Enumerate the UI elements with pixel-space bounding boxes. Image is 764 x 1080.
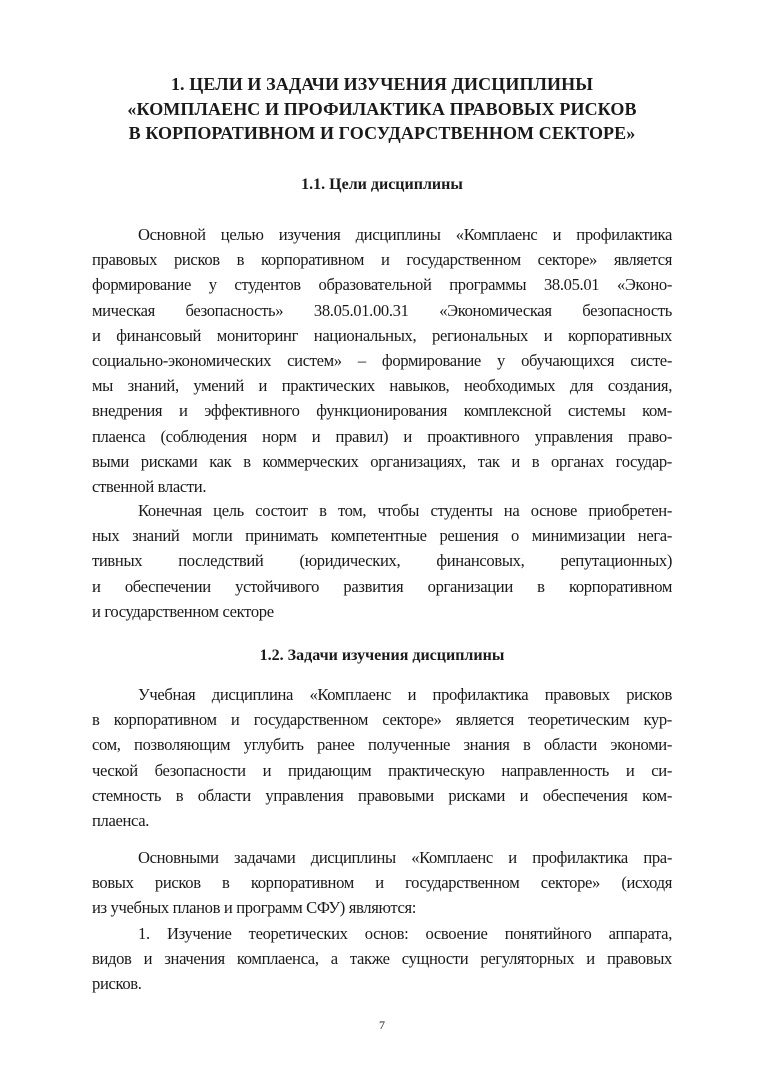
text-line: из учебных планов и программ СФУ) являются: bbox=[92, 898, 417, 918]
text-line: ческой безопасности и придающим практическую направленность и си- bbox=[92, 760, 672, 780]
text-line: сом, позволяющим углубить ранее полученные знания в области экономи- bbox=[92, 735, 672, 755]
text-line: мы знаний, умений и практических навыков, необходимых для создания, bbox=[92, 376, 672, 396]
text-line: социально-экономических систем» – формирование у обучающихся систе- bbox=[92, 351, 672, 371]
text-line: видов и значения комплаенса, а также сущности регуляторных и правовых bbox=[92, 949, 672, 969]
chapter-title-line: «КОМПЛАЕНС И ПРОФИЛАКТИКА ПРАВОВЫХ РИСКОВ bbox=[127, 98, 637, 119]
text-line: плаенса. bbox=[92, 811, 150, 831]
text-line: ственной власти. bbox=[92, 477, 207, 497]
paragraph-course-description bbox=[92, 682, 672, 833]
section-title-tasks: 1.2. Задачи изучения дисциплины bbox=[259, 647, 505, 664]
section-title-goals: 1.1. Цели дисциплины bbox=[301, 176, 463, 193]
text-line: Конечная цель состоит в том, чтобы студенты на основе приобретен- bbox=[138, 501, 672, 520]
chapter-title bbox=[60, 72, 704, 146]
list-item-task-1 bbox=[92, 921, 672, 997]
text-line: внедрения и эффективного функционирования комплексной системы ком- bbox=[92, 401, 672, 421]
text-line: выми рисками как в коммерческих организациях, так и в органах государ- bbox=[92, 451, 672, 471]
text-line: плаенса (соблюдения норм и правил) и проактивного управления право- bbox=[92, 426, 672, 446]
text-line: стемность в области управления правовыми рисками и обеспечения ком- bbox=[92, 785, 672, 805]
text-line: Основными задачами дисциплины «Комплаенс и профилактика пра- bbox=[138, 848, 672, 867]
text-line: и финансовый мониторинг национальных, региональных и корпоративных bbox=[92, 325, 672, 345]
text-line: тивных последствий (юридических, финансовых, репутационных) bbox=[92, 551, 672, 571]
chapter-title-line: В КОРПОРАТИВНОМ И ГОСУДАРСТВЕННОМ СЕКТОРЕ» bbox=[128, 123, 636, 143]
paragraph-main-tasks bbox=[92, 845, 672, 921]
text-line: ных знаний могли принимать компетентные решения о минимизации нега- bbox=[92, 526, 672, 546]
text-line: формирование у студентов образовательной программы 38.05.01 «Эконо- bbox=[92, 275, 672, 295]
text-line: вовых рисков в корпоративном и государственном секторе» (исходя bbox=[92, 873, 672, 893]
page-number: 7 bbox=[379, 1018, 385, 1032]
paragraph-final-goal bbox=[92, 498, 672, 624]
text-line: правовых рисков в корпоративном и государственном секторе» является bbox=[92, 250, 672, 270]
text-line: мическая безопасность» 38.05.01.00.31 «Экономическая безопасность bbox=[92, 300, 672, 320]
text-line: 1. Изучение теоретических основ: освоение понятийного аппарата, bbox=[138, 924, 672, 943]
chapter-title-line: 1. ЦЕЛИ И ЗАДАЧИ ИЗУЧЕНИЯ ДИСЦИПЛИНЫ bbox=[170, 74, 594, 94]
text-line: и обеспечении устойчивого развития организации в корпоративном bbox=[92, 576, 672, 596]
text-line: Основной целью изучения дисциплины «Комплаенс и профилактика bbox=[138, 225, 672, 244]
text-line: в корпоративном и государственном секторе» является теоретическим кур- bbox=[92, 710, 672, 730]
text-line: и государственном секторе bbox=[92, 601, 274, 621]
text-line: рисков. bbox=[92, 974, 142, 994]
paragraph-main-goal bbox=[92, 222, 672, 499]
text-line: Учебная дисциплина «Комплаенс и профилактика правовых рисков bbox=[138, 685, 672, 704]
